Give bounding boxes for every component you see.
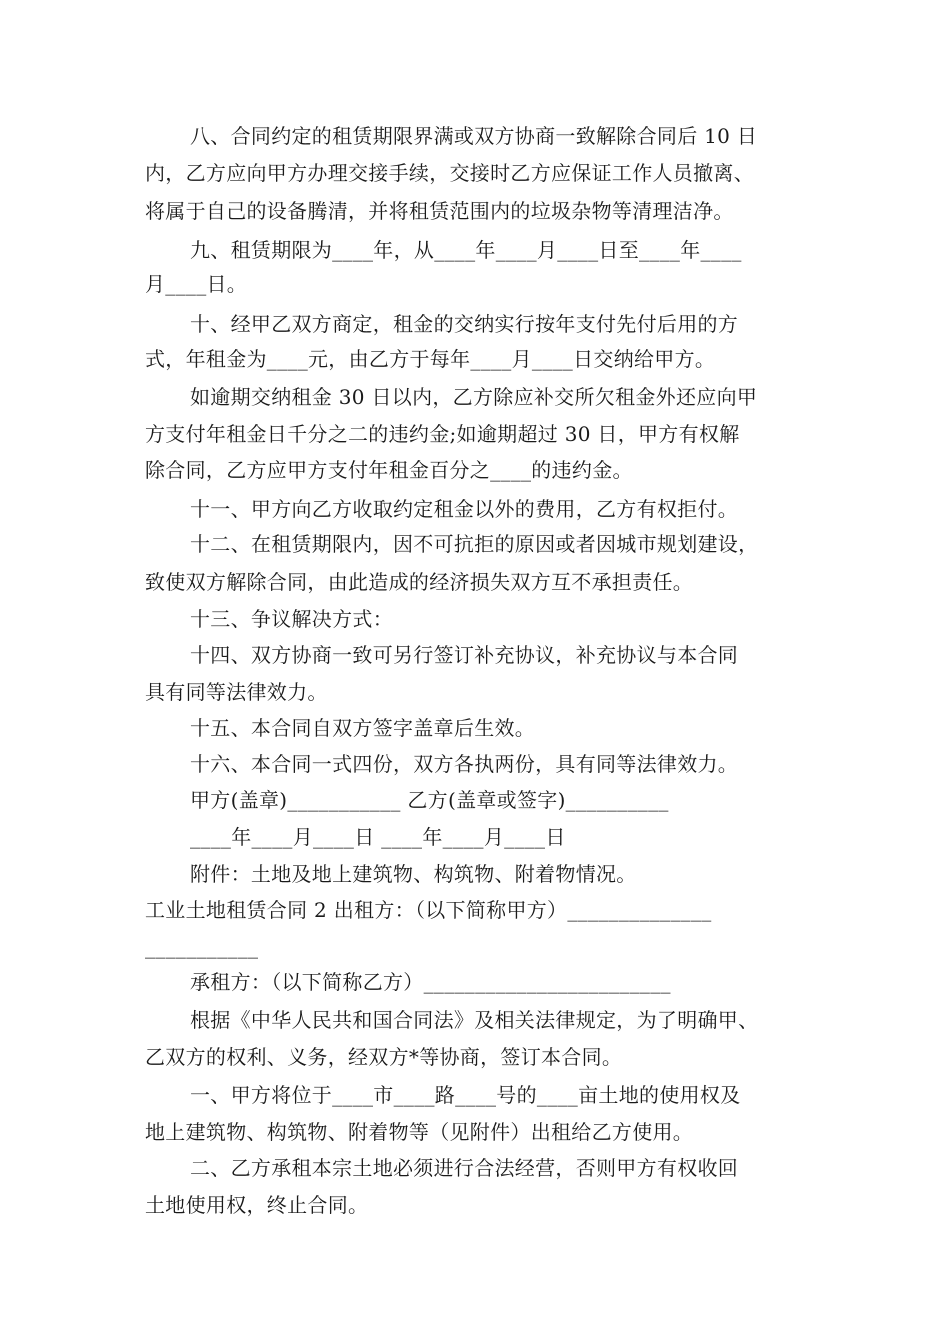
clause-11-line: 十一、甲方向乙方收取约定租金以外的费用，乙方有权拒付。 (190, 497, 739, 521)
contract-2-clause-2-line-2: 土地使用权，终止合同。 (145, 1193, 369, 1217)
clause-9-line-2: 月____日。 (145, 272, 248, 296)
clause-9-line-1: 九、租赁期限为____年，从____年____月____日至____年____ (190, 238, 742, 262)
preamble-line-1: 根据《中华人民共和国合同法》及相关法律规定，为了明确甲、 (190, 1008, 759, 1032)
clause-10-line-2: 式，年租金为____元，由乙方于每年____月____日交纳给甲方。 (145, 347, 716, 371)
contract-2-header-line: 工业土地租赁合同 2 出租方：（以下简称甲方）______________ (145, 898, 712, 922)
clause-8-line-3: 将属于自己的设备腾清，并将租赁范围内的垃圾杂物等清理洁净。 (145, 199, 734, 223)
clause-13-line: 十三、争议解决方式： (190, 607, 393, 631)
clause-8-line-1: 八、合同约定的租赁期限界满或双方协商一致解除合同后 10 日 (190, 124, 758, 148)
contract-2-header-continuation: ___________ (145, 935, 259, 959)
contract-2-clause-1-line-1: 一、甲方将位于____市____路____号的____亩土地的使用权及 (190, 1083, 741, 1107)
clause-8-line-2: 内，乙方应向甲方办理交接手续，交接时乙方应保证工作人员撤离、 (145, 161, 754, 185)
clause-12-line-1: 十二、在租赁期限内，因不可抗拒的原因或者因城市规划建设， (190, 532, 759, 556)
attachment-line: 附件：土地及地上建筑物、构筑物、附着物情况。 (190, 862, 637, 886)
signature-line: 甲方(盖章)___________ 乙方(盖章或签字)__________ (190, 788, 669, 812)
contract-2-clause-2-line-1: 二、乙方承租本宗土地必须进行合法经营，否则甲方有权收回 (190, 1156, 739, 1180)
clause-14-line-2: 具有同等法律效力。 (145, 680, 328, 704)
late-payment-line-2: 方支付年租金日千分之二的违约金;如逾期超过 30 日，甲方有权解 (145, 422, 740, 446)
clause-12-line-2: 致使双方解除合同，由此造成的经济损失双方互不承担责任。 (145, 570, 694, 594)
clause-14-line-1: 十四、双方协商一致可另行签订补充协议，补充协议与本合同 (190, 643, 739, 667)
preamble-line-2: 乙双方的权利、义务，经双方*等协商，签订本合同。 (145, 1045, 623, 1069)
clause-15-line: 十五、本合同自双方签字盖章后生效。 (190, 716, 536, 740)
signature-date-line: ____年____月____日 ____年____月____日 (190, 825, 566, 849)
lessee-line: 承租方：（以下简称乙方）________________________ (190, 970, 671, 994)
late-payment-line-3: 除合同，乙方应甲方支付年租金百分之____的违约金。 (145, 458, 633, 482)
late-payment-line-1: 如逾期交纳租金 30 日以内，乙方除应补交所欠租金外还应向甲 (190, 385, 758, 409)
contract-2-clause-1-line-2: 地上建筑物、构筑物、附着物等（见附件）出租给乙方使用。 (145, 1120, 694, 1144)
clause-16-line: 十六、本合同一式四份，双方各执两份，具有同等法律效力。 (190, 752, 739, 776)
clause-10-line-1: 十、经甲乙双方商定，租金的交纳实行按年支付先付后用的方 (190, 312, 739, 336)
